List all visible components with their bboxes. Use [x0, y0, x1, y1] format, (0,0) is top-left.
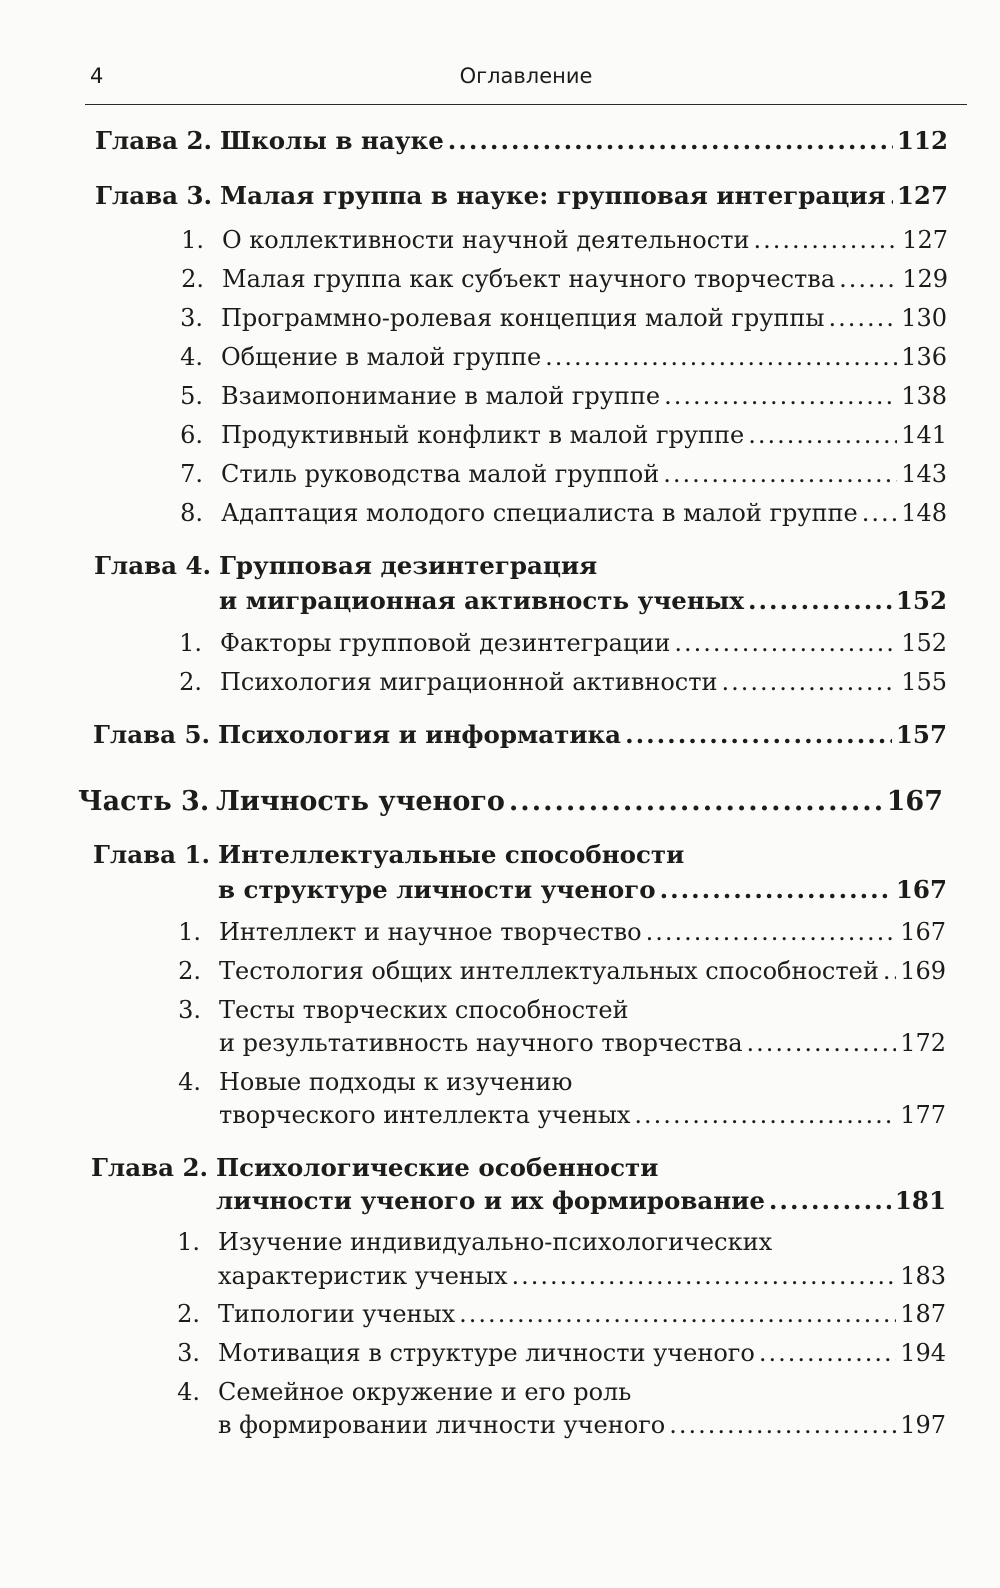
toc-leader-line — [218, 720, 947, 749]
leader-dots — [634, 1101, 896, 1129]
leader-dots — [646, 918, 897, 946]
page-number: 4 — [90, 64, 104, 88]
toc-leader-line — [220, 668, 947, 696]
toc-leader-line — [219, 957, 946, 985]
toc-leader-line — [220, 629, 947, 657]
toc-page-number: 197 — [900, 1411, 946, 1439]
toc-title: творческого интеллекта ученых — [219, 1101, 631, 1129]
toc-label: Часть 3. — [78, 786, 210, 817]
toc-label: 4. — [177, 1378, 200, 1406]
toc-leader-line — [221, 460, 947, 488]
leader-dots — [660, 875, 892, 904]
toc-title: и миграционная активность ученых — [219, 586, 744, 615]
toc-title-line: Тесты творческих способностей — [219, 996, 629, 1024]
toc-leader-line — [221, 382, 947, 410]
leader-dots — [759, 1339, 896, 1367]
toc-page-number: 187 — [900, 1300, 946, 1328]
toc-title: Взаимопонимание в малой группе — [221, 382, 661, 410]
toc-label: 1. — [177, 1228, 200, 1256]
toc-title-line: Групповая дезинтеграция — [219, 551, 598, 580]
toc-leader-line — [216, 1186, 946, 1215]
toc-label: Глава 4. — [94, 551, 212, 580]
toc-title: в формировании личности ученого — [218, 1411, 666, 1439]
toc-leader-line — [220, 126, 948, 155]
toc-page-number: 152 — [901, 629, 947, 657]
toc-title: Личность ученого — [216, 786, 505, 817]
leader-dots — [748, 421, 897, 449]
toc-title-line: Новые подходы к изучению — [219, 1068, 573, 1096]
running-header — [85, 64, 967, 105]
toc-leader-line — [218, 1339, 946, 1367]
leader-dots — [512, 1262, 897, 1290]
toc-leader-line — [219, 1029, 946, 1057]
leader-dots — [839, 265, 898, 293]
toc-leader-line — [218, 1411, 946, 1439]
toc-page-number: 167 — [895, 875, 947, 904]
toc-leader-line — [222, 265, 948, 293]
toc-page-number: 127 — [902, 226, 948, 254]
toc-label: 1. — [179, 629, 202, 657]
toc-page-number: 136 — [901, 343, 947, 371]
toc-label: 4. — [180, 343, 203, 371]
toc-leader-line — [216, 786, 943, 817]
leader-dots — [459, 1300, 896, 1328]
toc-page-number: 181 — [894, 1186, 946, 1215]
toc-title: Продуктивный конфликт в малой группе — [221, 421, 745, 449]
toc-leader-line — [221, 499, 947, 527]
toc-title: Общение в малой группе — [221, 343, 542, 371]
toc-leader-line — [220, 181, 948, 210]
leader-dots — [769, 1186, 891, 1215]
toc-leader-line — [218, 1300, 946, 1328]
toc-page-number: 143 — [901, 460, 947, 488]
toc-leader-line — [219, 1101, 946, 1129]
leader-dots — [828, 304, 897, 332]
toc-title: Малая группа как субъект научного творчества — [222, 265, 836, 293]
toc-title: Типологии ученых — [218, 1300, 456, 1328]
toc-title: Психология миграционной активности — [220, 668, 718, 696]
leader-dots — [883, 957, 896, 985]
toc-label: 1. — [181, 226, 204, 254]
toc-title: Программно-ролевая концепция малой группы — [221, 304, 825, 332]
toc-page-number: 130 — [901, 304, 947, 332]
toc-page-number: 169 — [900, 957, 946, 985]
toc-label: 1. — [178, 918, 201, 946]
toc-page-number: 157 — [895, 720, 947, 749]
toc-page-number: 148 — [901, 499, 947, 527]
toc-page-number: 167 — [900, 918, 946, 946]
leader-dots — [509, 786, 883, 817]
toc-label: Глава 1. — [93, 840, 211, 869]
leader-dots — [664, 382, 897, 410]
toc-title: Адаптация молодого специалиста в малой группе — [221, 499, 858, 527]
toc-title: Малая группа в науке: групповая интеграция — [220, 181, 886, 210]
toc-page-number: 183 — [900, 1262, 946, 1290]
toc-label: Глава 2. — [95, 126, 213, 155]
leader-dots — [545, 343, 897, 371]
toc-label: 3. — [180, 304, 203, 332]
leader-dots — [669, 1411, 896, 1439]
toc-label: 2. — [179, 668, 202, 696]
toc-title: Школы в науке — [220, 126, 444, 155]
toc-page-number: 112 — [896, 126, 948, 155]
toc-title: и результативность научного творчества — [219, 1029, 743, 1057]
toc-leader-line — [219, 918, 946, 946]
toc-label: 2. — [177, 1300, 200, 1328]
toc-label: 7. — [180, 460, 203, 488]
toc-leader-line — [218, 1262, 946, 1290]
toc-title: в структуре личности ученого — [218, 875, 656, 904]
leader-dots — [890, 181, 893, 210]
toc-label: 2. — [178, 957, 201, 985]
toc-label: 3. — [177, 1339, 200, 1367]
toc-title-line: Психологические особенности — [216, 1153, 659, 1182]
toc-leader-line — [222, 226, 948, 254]
toc-page-number: 194 — [900, 1339, 946, 1367]
toc-label: 3. — [178, 996, 201, 1024]
toc-title: Факторы групповой дезинтеграции — [220, 629, 671, 657]
toc-page-number: 129 — [902, 265, 948, 293]
toc-label: 2. — [181, 265, 204, 293]
leader-dots — [753, 226, 898, 254]
toc-title: личности ученого и их формирование — [216, 1186, 765, 1215]
toc-title: О коллективности научной деятельности — [222, 226, 750, 254]
toc-title: Психология и информатика — [218, 720, 622, 749]
toc-leader-line — [221, 421, 947, 449]
toc-label: 6. — [180, 421, 203, 449]
toc-title: Интеллект и научное творчество — [219, 918, 642, 946]
toc-label: 8. — [180, 499, 203, 527]
toc-title: Стиль руководства малой группой — [221, 460, 660, 488]
toc-leader-line — [218, 875, 947, 904]
toc-label: Глава 2. — [91, 1153, 209, 1182]
toc-page-number: 138 — [901, 382, 947, 410]
toc-label: Глава 3. — [95, 181, 213, 210]
toc-page-number: 167 — [886, 786, 943, 817]
toc-page-number: 141 — [901, 421, 947, 449]
toc-title: Тестология общих интеллектуальных способностей — [219, 957, 879, 985]
toc-leader-line — [221, 304, 947, 332]
toc-title: характеристик ученых — [218, 1262, 508, 1290]
toc-page-number: 155 — [901, 668, 947, 696]
toc-label: 4. — [178, 1068, 201, 1096]
toc-label: 5. — [180, 382, 203, 410]
leader-dots — [747, 1029, 897, 1057]
toc-title-line: Интеллектуальные способности — [218, 840, 685, 869]
leader-dots — [722, 668, 898, 696]
toc-page-number: 127 — [896, 181, 948, 210]
leader-dots — [674, 629, 897, 657]
toc-leader-line — [219, 586, 947, 615]
toc-label: Глава 5. — [93, 720, 211, 749]
toc-page-number: 172 — [900, 1029, 946, 1057]
toc-leader-line — [221, 343, 947, 371]
leader-dots — [625, 720, 892, 749]
leader-dots — [862, 499, 897, 527]
toc-page-number: 152 — [895, 586, 947, 615]
toc-page-number: 177 — [900, 1101, 946, 1129]
leader-dots — [448, 126, 893, 155]
toc-title-line: Изучение индивидуально-психологических — [218, 1228, 773, 1256]
toc-title: Мотивация в структуре личности ученого — [218, 1339, 755, 1367]
running-title: Оглавление — [459, 64, 593, 88]
toc-title-line: Семейное окружение и его роль — [218, 1378, 632, 1406]
leader-dots — [663, 460, 897, 488]
leader-dots — [748, 586, 892, 615]
